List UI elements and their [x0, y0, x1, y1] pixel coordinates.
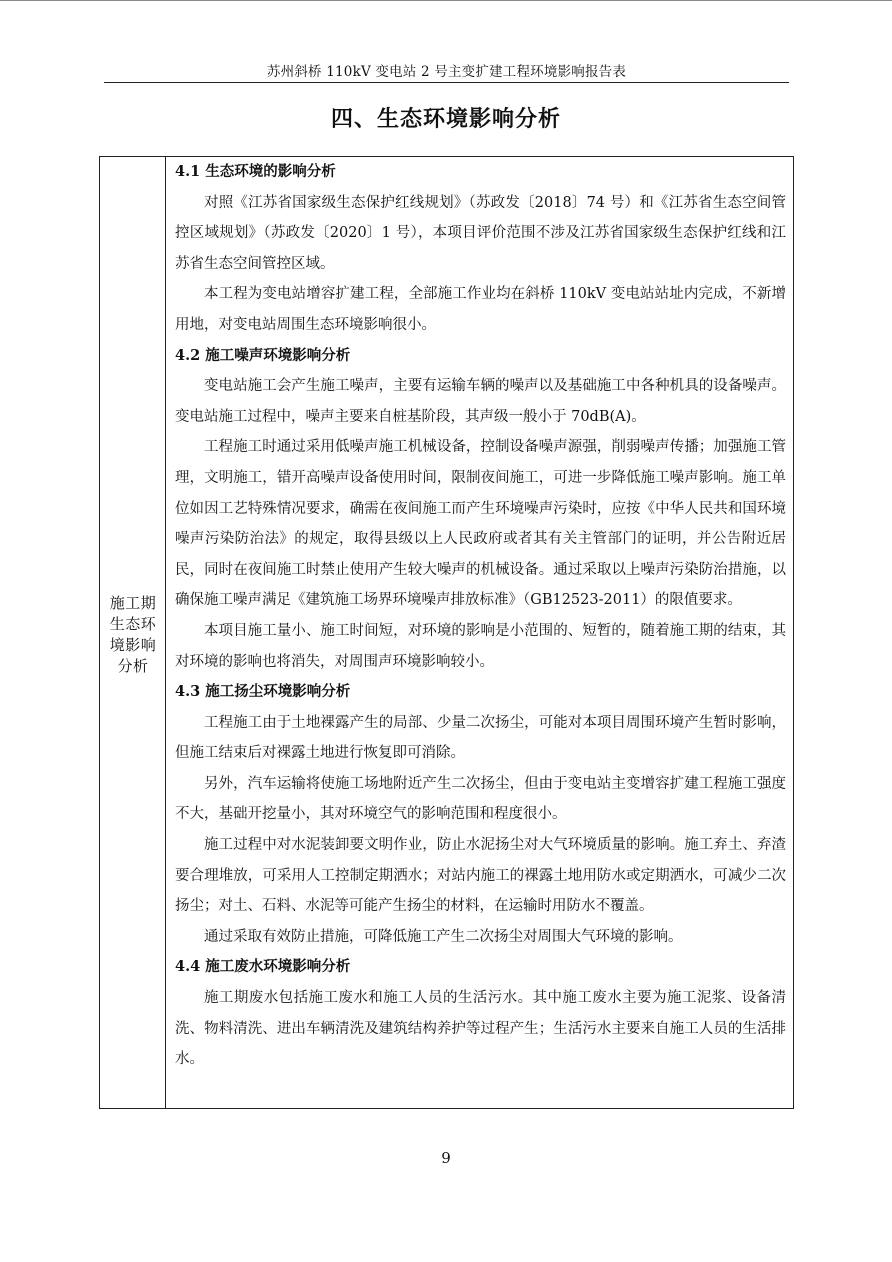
paragraph: 工程施工时通过采用低噪声施工机械设备，控制设备噪声源强，削弱噪声传播；加强施工管理，文明施工，错开高噪声设备使用时间，限制夜间施工，可进一步降低施工噪声影响。施工单位如因工艺特殊情况要求，确需在夜间施工而产生环境噪声污染时，应按《中华人民共和国环境噪声污染防治法》的规定，取得县级以上人民政府或者其有关主管部门的证明，并公告附近居民，同时在夜间施工时禁止使用产生较大噪声的机械设备。通过采取以上噪声污染防治措施，以确保施工噪声满足《建筑施工场界环境噪声排放标准》（GB12523-2011）的限值要求。 [175, 439, 786, 609]
paragraph: 通过采取有效防止措施，可降低施工产生二次扬尘对周围大气环境的影响。 [204, 928, 683, 945]
paragraph: 变电站施工会产生施工噪声，主要有运输车辆的噪声以及基础施工中各种机具的设备噪声。变电站施工过程中，噪声主要来自桩基阶段，其声级一般小于 70dB(A)。 [175, 378, 786, 425]
section-heading-4-3: 4.3 施工扬尘环境影响分析 [175, 683, 351, 701]
section-heading-4-2: 4.2 施工噪声环境影响分析 [175, 346, 351, 364]
running-header: 苏州斜桥 110kV 变电站 2 号主变扩建工程环境影响报告表 [266, 64, 627, 80]
section-heading-4-4: 4.4 施工废水环境影响分析 [175, 958, 351, 976]
section-heading-4-1: 4.1 生态环境的影响分析 [175, 163, 336, 180]
paragraph: 另外，汽车运输将使施工场地附近产生二次扬尘，但由于变电站主变增容扩建工程施工强度不大，基础开挖量小，其对环境空气的影响范围和程度很小。 [175, 775, 786, 823]
paragraph: 本工程为变电站增容扩建工程，全部施工作业均在斜桥 110kV 变电站站址内完成，不新增用地，对变电站周围生态环境影响很小。 [175, 286, 786, 333]
page-top-border [0, 0, 892, 1]
table-content-cell [175, 157, 786, 1075]
paragraph: 工程施工由于土地裸露产生的局部、少量二次扬尘，可能对本项目周围环境产生暂时影响，但施工结束后对裸露土地进行恢复即可消除。 [175, 714, 786, 762]
table-label-cell [100, 157, 166, 1108]
paragraph: 对照《江苏省国家级生态保护红线规划》（苏政发〔2018〕74 号）和《江苏省生态空间管控区域规划》（苏政发〔2020〕1 号），本项目评价范围不涉及江苏省国家级生态保护红线和江苏省生态空间管控区域。 [175, 194, 786, 272]
paragraph: 施工过程中对水泥装卸要文明作业，防止水泥扬尘对大气环境质量的影响。施工弃土、弃渣要合理堆放，可采用人工控制定期洒水；对站内施工的裸露土地用防水或定期洒水，可减少二次扬尘；对土、石料、水泥等可能产生扬尘的材料，在运输时用防水不覆盖。 [175, 837, 786, 915]
analysis-table [99, 156, 794, 1109]
paragraph: 本项目施工量小、施工时间短，对环境的影响是小范围的、短暂的，随着施工期的结束，其对环境的影响也将消失，对周围声环境影响较小。 [175, 622, 786, 670]
header-rule [104, 82, 789, 83]
section-title: 四、生态环境影响分析 [330, 107, 561, 132]
page-number: 9 [441, 1149, 451, 1167]
table-row-label: 施工期生态环境影响分析 [109, 594, 157, 675]
paragraph: 施工期废水包括施工废水和施工人员的生活污水。其中施工废水主要为施工泥浆、设备清洗、物料清洗、进出车辆清洗及建筑结构养护等过程产生；生活污水主要来自施工人员的生活排水。 [175, 990, 786, 1068]
